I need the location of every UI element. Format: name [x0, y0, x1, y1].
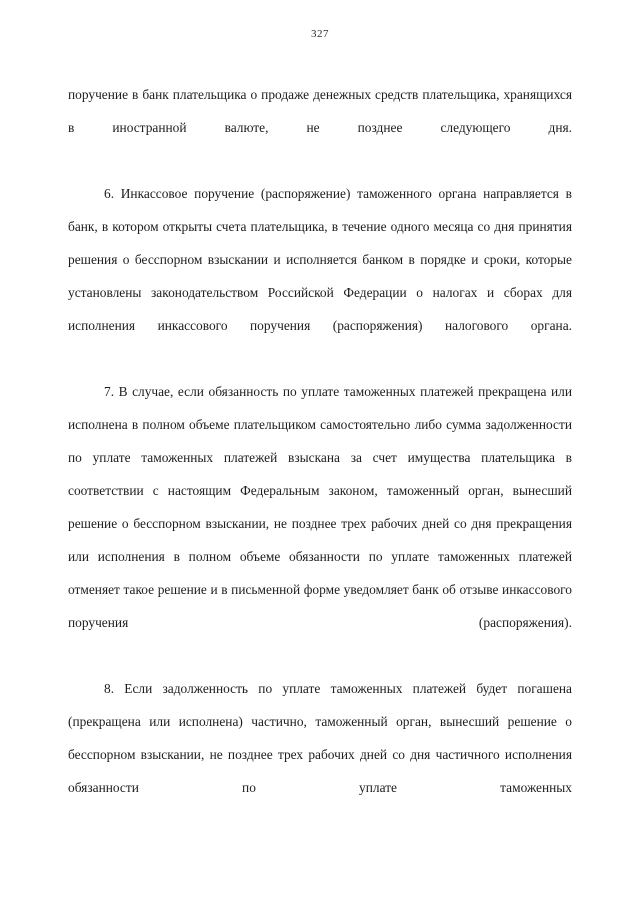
document-body: [68, 78, 572, 837]
paragraph-7: 7. В случае, если обязанность по уплате таможенных платежей прекращена или исполнена в полном объеме плательщиком самостоятельно либо сумма задолженности по уплате таможенных платежей взыскана за счет имущества плательщика в соответствии с настоящим Федеральным законом, таможенный орган, вынесший решение о бесспорном взыскании, не позднее трех рабочих дней со дня прекращения или исполнения в полном объеме обязанности по уплате таможенных платежей отменяет такое решение и в письменной форме уведомляет банк об отзыве инкассового поручения (распоряжения).: [68, 384, 572, 630]
page-number: 327: [311, 28, 329, 40]
paragraph-continued: поручение в банк плательщика о продаже денежных средств плательщика, хранящихся в иностранной валюте, не позднее следующего дня.: [68, 87, 572, 135]
paragraph-8: 8. Если задолженность по уплате таможенных платежей будет погашена (прекращена или исполнена) частично, таможенный орган, вынесший решение о бесспорном взыскании, не позднее трех рабочих дней со дня частичного исполнения обязанности по уплате таможенных: [68, 681, 572, 795]
paragraph-6: 6. Инкассовое поручение (распоряжение) таможенного органа направляется в банк, в котором открыты счета плательщика, в течение одного месяца со дня принятия решения о бесспорном взыскании и исполняется банком в порядке и сроки, которые установлены законодательством Российской Федерации о налогах и сборах для исполнения инкассового поручения (распоряжения) налогового органа.: [68, 186, 572, 333]
